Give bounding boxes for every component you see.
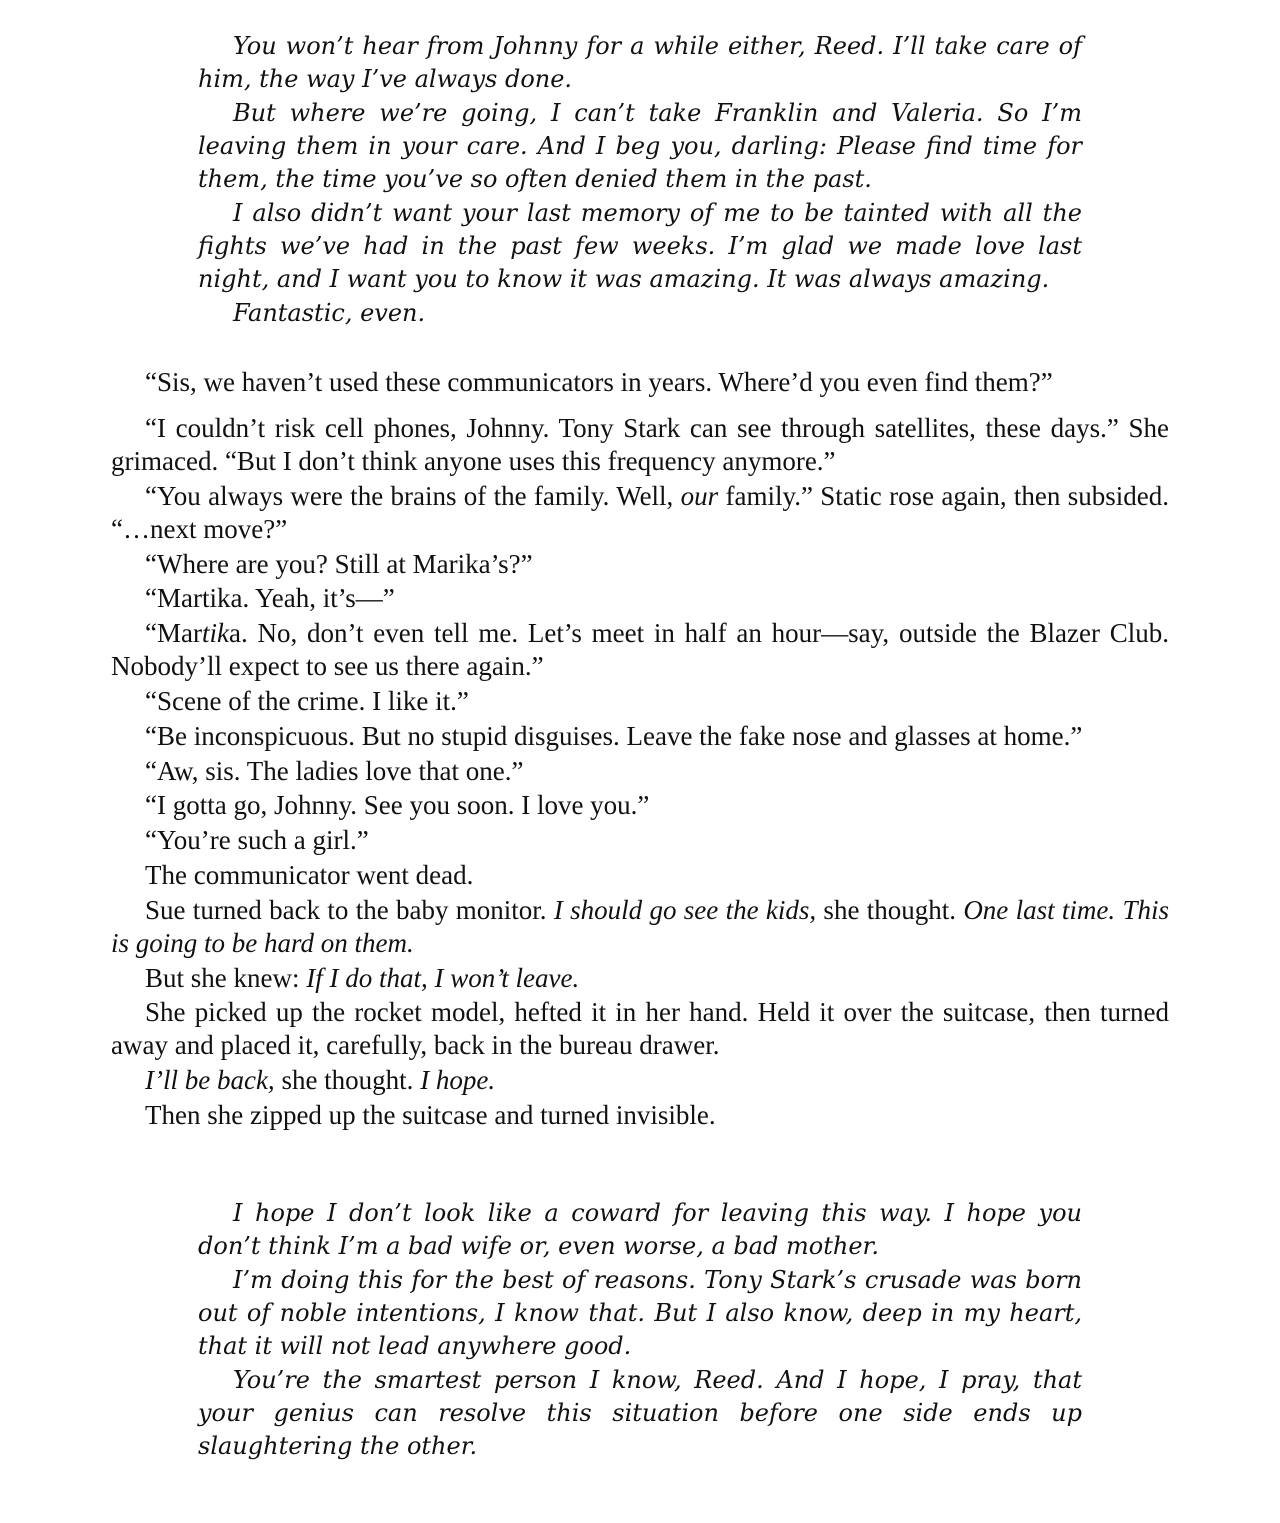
narrative-paragraph: “Martika. No, don’t even tell me. Let’s meet in half an hour—say, outside the Blazer Club. Nobody’ll expect to see us there again.”: [111, 618, 1169, 682]
letter-paragraph: You won’t hear from Johnny for a while either, Reed. I’ll take care of him, the way I’ve always done.: [198, 32, 1082, 93]
thought: I’ll be back,: [145, 1065, 275, 1096]
narrative-paragraph: “Sis, we haven’t used these communicators in years. Where’d you even find them?”: [145, 367, 1053, 397]
narrative-paragraph: Then she zipped up the suitcase and turned invisible.: [145, 1099, 716, 1130]
letter-paragraph: I hope I don’t look like a coward for leaving this way. I hope you don’t think I’m a bad wife or, even worse, a bad mother.: [198, 1199, 1082, 1260]
narrative-paragraph: But she knew: If I do that, I won’t leave.: [145, 962, 580, 993]
narrative-paragraph: “Aw, sis. The ladies love that one.”: [145, 755, 524, 786]
letter-excerpt-bottom: [198, 1197, 1082, 1464]
emphasis: tik: [201, 618, 229, 649]
thought: I should go see the kids,: [553, 894, 817, 925]
letter-paragraph: You’re the smartest person I know, Reed. And I hope, I pray, that your genius can resolve this situation before one side ends up slaughtering the other.: [198, 1365, 1082, 1460]
emphasis: our: [680, 480, 719, 511]
narrative-paragraph: “You’re such a girl.”: [145, 825, 369, 856]
thought: One last time. This is going to be hard on them.: [111, 894, 1170, 958]
narrative-paragraph: “Scene of the crime. I like it.”: [145, 685, 469, 716]
letter-paragraph: I’m doing this for the best of reasons. Tony Stark’s crusade was born out of noble intentions, I know that. But I also know, deep in my heart, that it will not lead anywhere good.: [198, 1266, 1082, 1360]
narrative-text: [111, 366, 1169, 1134]
narrative-paragraph: “Martika. Yeah, it’s—”: [145, 583, 395, 614]
narrative-paragraph: “Where are you? Still at Marika’s?”: [145, 548, 533, 579]
narrative-paragraph: “Be inconspicuous. But no stupid disguises. Leave the fake nose and glasses at home.”: [145, 720, 1083, 751]
narrative-paragraph: “I gotta go, Johnny. See you soon. I love you.”: [145, 790, 650, 821]
thought: If I do that, I won’t leave.: [306, 962, 580, 993]
thought: I hope.: [420, 1065, 496, 1096]
narrative-paragraph: Sue turned back to the baby monitor. I should go see the kids, she thought. One last time. This is going to be hard on them.: [111, 894, 1170, 958]
letter-excerpt-top: [198, 30, 1082, 331]
narrative-paragraph: “You always were the brains of the family. Well, our family.” Static rose again, then subsided. “…next move?”: [111, 480, 1169, 544]
letter-paragraph: I also didn’t want your last memory of me to be tainted with all the fights we’ve had in the past few weeks. I’m glad we made love last night, and I want you to know it was amazing. It was always amazing.: [198, 198, 1082, 293]
letter-paragraph: But where we’re going, I can’t take Franklin and Valeria. So I’m leaving them in your care. And I beg you, darling: Please find time for them, the time you’ve so often denied them in the past.: [198, 99, 1082, 193]
letter-paragraph: Fantastic, even.: [233, 298, 426, 327]
narrative-paragraph: “I couldn’t risk cell phones, Johnny. Tony Stark can see through satellites, these days.” She grimaced. “But I don’t think anyone uses this frequency anymore.”: [111, 413, 1169, 476]
narrative-paragraph: She picked up the rocket model, hefted it in her hand. Held it over the suitcase, then turned away and placed it, carefully, back in the bureau drawer.: [111, 997, 1169, 1061]
narrative-paragraph: I’ll be back, she thought. I hope.: [145, 1065, 496, 1096]
narrative-paragraph: The communicator went dead.: [145, 859, 474, 890]
